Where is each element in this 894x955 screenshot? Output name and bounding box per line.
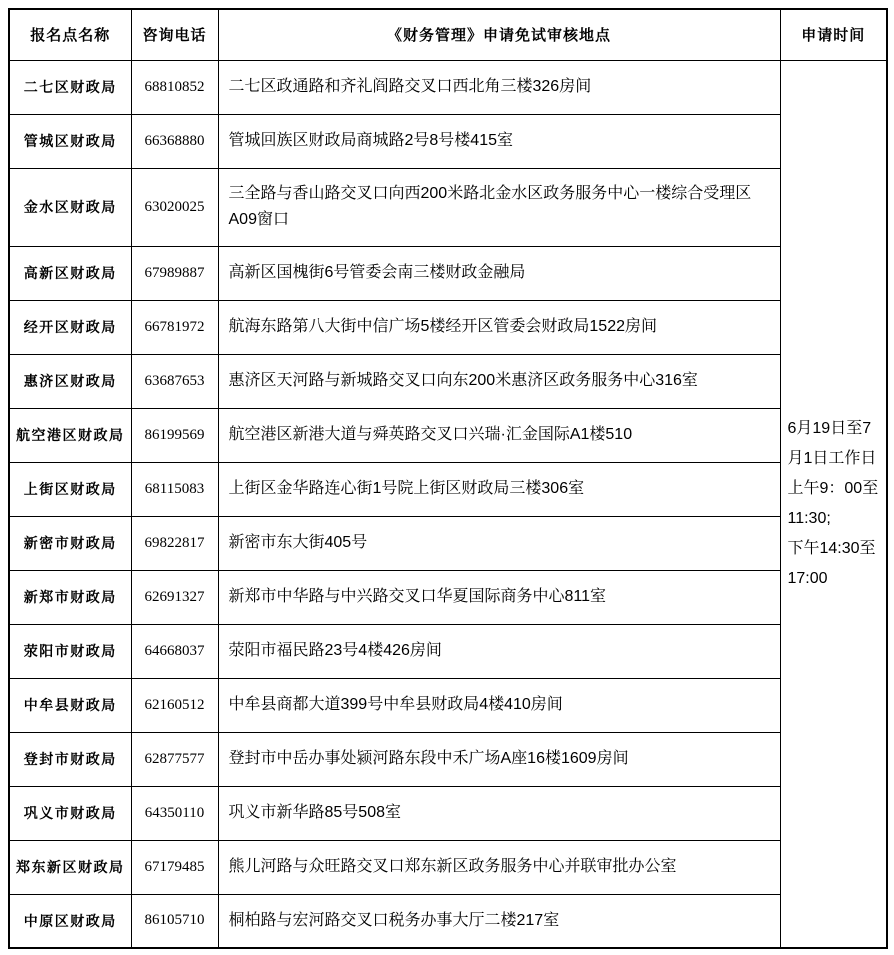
- phone-number: 66368880: [131, 114, 218, 168]
- phone-number: 68115083: [131, 462, 218, 516]
- table-row: [9, 570, 887, 624]
- application-time-line: 6月19日至7月1日工作日: [787, 419, 877, 467]
- phone-number: 62877577: [131, 732, 218, 786]
- table-row: [9, 678, 887, 732]
- exemption-review-table: [8, 8, 888, 949]
- registration-point-name: 中原区财政局: [9, 894, 131, 948]
- phone-number: 67179485: [131, 840, 218, 894]
- phone-number: 86199569: [131, 408, 218, 462]
- application-time-line: 上午9：00至11:30;: [787, 479, 879, 527]
- registration-point-name: 新郑市财政局: [9, 570, 131, 624]
- phone-number: 67989887: [131, 246, 218, 300]
- phone-number: 62160512: [131, 678, 218, 732]
- review-location: 上街区金华路连心街1号院上街区财政局三楼306室: [218, 462, 780, 516]
- phone-number: 86105710: [131, 894, 218, 948]
- review-location: 登封市中岳办事处颍河路东段中禾广场A座16楼1609房间: [218, 732, 780, 786]
- review-location: 荥阳市福民路23号4楼426房间: [218, 624, 780, 678]
- phone-number: 64668037: [131, 624, 218, 678]
- review-location: 三全路与香山路交叉口向西200米路北金水区政务服务中心一楼综合受理区A09窗口: [218, 168, 780, 246]
- table-row: [9, 894, 887, 948]
- registration-point-name: 荥阳市财政局: [9, 624, 131, 678]
- header-review-location: 《财务管理》申请免试审核地点: [218, 9, 780, 60]
- phone-number: 69822817: [131, 516, 218, 570]
- review-location: 新密市东大街405号: [218, 516, 780, 570]
- review-location: 熊儿河路与众旺路交叉口郑东新区政务服务中心并联审批办公室: [218, 840, 780, 894]
- review-location: 新郑市中华路与中兴路交叉口华夏国际商务中心811室: [218, 570, 780, 624]
- registration-point-name: 郑东新区财政局: [9, 840, 131, 894]
- review-location: 高新区国槐街6号管委会南三楼财政金融局: [218, 246, 780, 300]
- table-row: [9, 732, 887, 786]
- table-row: [9, 516, 887, 570]
- phone-number: 63687653: [131, 354, 218, 408]
- registration-point-name: 上街区财政局: [9, 462, 131, 516]
- review-location: 惠济区天河路与新城路交叉口向东200米惠济区政务服务中心316室: [218, 354, 780, 408]
- application-time-line: 下午14:30至17:00: [787, 539, 876, 587]
- table-row: [9, 246, 887, 300]
- phone-number: 63020025: [131, 168, 218, 246]
- review-location: 航空港区新港大道与舜英路交叉口兴瑞·汇金国际A1楼510: [218, 408, 780, 462]
- phone-number: 66781972: [131, 300, 218, 354]
- header-application-time: 申请时间: [780, 9, 887, 60]
- table-row: [9, 114, 887, 168]
- table-row: [9, 60, 887, 114]
- table-row: [9, 462, 887, 516]
- review-location: 管城回族区财政局商城路2号8号楼415室: [218, 114, 780, 168]
- table-header-row: [9, 9, 887, 60]
- registration-point-name: 新密市财政局: [9, 516, 131, 570]
- review-location: 二七区政通路和齐礼阎路交叉口西北角三楼326房间: [218, 60, 780, 114]
- table-row: [9, 354, 887, 408]
- application-time-cell: [780, 60, 887, 948]
- phone-number: 64350110: [131, 786, 218, 840]
- table-row: [9, 840, 887, 894]
- table-row: [9, 168, 887, 246]
- registration-point-name: 登封市财政局: [9, 732, 131, 786]
- phone-number: 68810852: [131, 60, 218, 114]
- registration-point-name: 航空港区财政局: [9, 408, 131, 462]
- review-location: 桐柏路与宏河路交叉口税务办事大厅二楼217室: [218, 894, 780, 948]
- review-location: 巩义市新华路85号508室: [218, 786, 780, 840]
- registration-point-name: 巩义市财政局: [9, 786, 131, 840]
- header-phone: 咨询电话: [131, 9, 218, 60]
- table-body: [9, 60, 887, 948]
- table-row: [9, 624, 887, 678]
- registration-point-name: 管城区财政局: [9, 114, 131, 168]
- phone-number: 62691327: [131, 570, 218, 624]
- review-location: 航海东路第八大街中信广场5楼经开区管委会财政局1522房间: [218, 300, 780, 354]
- registration-point-name: 惠济区财政局: [9, 354, 131, 408]
- review-location: 中牟县商都大道399号中牟县财政局4楼410房间: [218, 678, 780, 732]
- table-row: [9, 300, 887, 354]
- registration-point-name: 二七区财政局: [9, 60, 131, 114]
- table-row: [9, 408, 887, 462]
- registration-point-name: 经开区财政局: [9, 300, 131, 354]
- registration-point-name: 中牟县财政局: [9, 678, 131, 732]
- registration-point-name: 金水区财政局: [9, 168, 131, 246]
- registration-point-name: 高新区财政局: [9, 246, 131, 300]
- header-registration-point: 报名点名称: [9, 9, 131, 60]
- table-row: [9, 786, 887, 840]
